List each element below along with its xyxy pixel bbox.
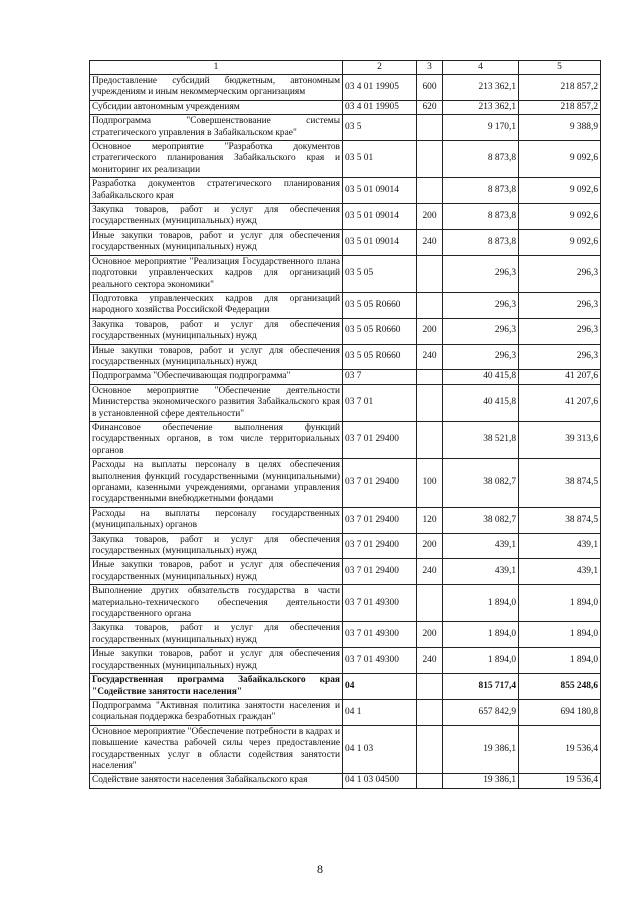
item-name-cell: Иные закупки товаров, работ и услуг для обеспечения государственных (муниципальных) нужд [90, 559, 343, 585]
amount-year-1-cell: 38 082,7 [443, 459, 519, 508]
expense-type-cell [417, 141, 443, 178]
item-name-cell: Закупка товаров, работ и услуг для обеспечения государственных (муниципальных) нужд [90, 204, 343, 230]
budget-code-cell: 03 5 01 [343, 141, 417, 178]
amount-year-2-cell: 9 092,6 [519, 141, 601, 178]
table-row [90, 292, 601, 318]
table-row [90, 459, 601, 508]
budget-code-cell: 03 5 01 09014 [343, 229, 417, 255]
expense-type-cell: 200 [417, 622, 443, 648]
amount-year-2-cell: 41 207,6 [519, 384, 601, 421]
budget-code-cell: 03 5 05 R0660 [343, 318, 417, 344]
amount-year-1-cell: 213 362,1 [443, 100, 519, 114]
budget-code-cell: 03 4 01 19905 [343, 100, 417, 114]
budget-code-cell: 03 7 01 49300 [343, 648, 417, 674]
expense-type-cell: 200 [417, 533, 443, 559]
expense-type-cell [417, 585, 443, 622]
expense-type-cell [417, 421, 443, 458]
budget-code-cell: 03 7 01 29400 [343, 533, 417, 559]
table-row [90, 75, 601, 101]
table-row [90, 255, 601, 292]
expense-type-cell [417, 255, 443, 292]
table-row [90, 178, 601, 204]
expense-type-cell: 200 [417, 318, 443, 344]
table-row [90, 204, 601, 230]
table-row [90, 699, 601, 725]
header-cell: 4 [443, 61, 519, 75]
item-name-cell: Подпрограмма "Обеспечивающая подпрограмма" [90, 370, 343, 384]
amount-year-2-cell: 1 894,0 [519, 622, 601, 648]
table-row [90, 774, 601, 788]
amount-year-1-cell: 815 717,4 [443, 674, 519, 700]
budget-code-cell: 04 [343, 674, 417, 700]
item-name-cell: Подпрограмма "Активная политика занятости населения и социальная поддержка безработных граждан" [90, 699, 343, 725]
amount-year-2-cell: 218 857,2 [519, 100, 601, 114]
amount-year-1-cell: 439,1 [443, 559, 519, 585]
expense-type-cell: 240 [417, 559, 443, 585]
expense-type-cell: 620 [417, 100, 443, 114]
amount-year-1-cell: 296,3 [443, 292, 519, 318]
expense-type-cell [417, 725, 443, 774]
amount-year-1-cell: 19 386,1 [443, 774, 519, 788]
budget-code-cell: 03 7 01 29400 [343, 507, 417, 533]
table-row [90, 585, 601, 622]
budget-code-cell: 03 7 01 29400 [343, 421, 417, 458]
amount-year-1-cell: 296,3 [443, 344, 519, 370]
amount-year-2-cell: 19 536,4 [519, 774, 601, 788]
item-name-cell: Расходы на выплаты персоналу государственных (муниципальных) органов [90, 507, 343, 533]
table-body [90, 75, 601, 789]
budget-code-cell: 04 1 03 04500 [343, 774, 417, 788]
item-name-cell: Государственная программа Забайкальского края "Содействие занятости населения" [90, 674, 343, 700]
amount-year-1-cell: 9 170,1 [443, 115, 519, 141]
item-name-cell: Разработка документов стратегического планирования Забайкальского края [90, 178, 343, 204]
expense-type-cell [417, 370, 443, 384]
amount-year-1-cell: 1 894,0 [443, 622, 519, 648]
budget-code-cell: 04 1 03 [343, 725, 417, 774]
item-name-cell: Иные закупки товаров, работ и услуг для обеспечения государственных (муниципальных) нужд [90, 648, 343, 674]
budget-table [89, 60, 601, 789]
amount-year-2-cell: 19 536,4 [519, 725, 601, 774]
amount-year-2-cell: 39 313,6 [519, 421, 601, 458]
amount-year-1-cell: 8 873,8 [443, 178, 519, 204]
amount-year-2-cell: 855 248,6 [519, 674, 601, 700]
amount-year-2-cell: 296,3 [519, 318, 601, 344]
item-name-cell: Иные закупки товаров, работ и услуг для обеспечения государственных (муниципальных) нужд [90, 344, 343, 370]
expense-type-cell [417, 699, 443, 725]
amount-year-2-cell: 296,3 [519, 344, 601, 370]
amount-year-1-cell: 1 894,0 [443, 648, 519, 674]
header-cell: 2 [343, 61, 417, 75]
amount-year-1-cell: 38 521,8 [443, 421, 519, 458]
budget-code-cell: 03 7 01 [343, 384, 417, 421]
amount-year-1-cell: 8 873,8 [443, 229, 519, 255]
item-name-cell: Закупка товаров, работ и услуг для обеспечения государственных (муниципальных) нужд [90, 622, 343, 648]
expense-type-cell: 240 [417, 344, 443, 370]
header-row [90, 61, 601, 75]
amount-year-1-cell: 40 415,8 [443, 384, 519, 421]
budget-code-cell: 03 5 05 R0660 [343, 292, 417, 318]
table-row [90, 370, 601, 384]
table-row [90, 674, 601, 700]
budget-code-cell: 03 5 [343, 115, 417, 141]
amount-year-2-cell: 9 092,6 [519, 229, 601, 255]
table-row [90, 507, 601, 533]
item-name-cell: Предоставление субсидий бюджетным, автономным учреждениям и иным некоммерческим организациям [90, 75, 343, 101]
table-row [90, 229, 601, 255]
amount-year-2-cell: 439,1 [519, 559, 601, 585]
amount-year-1-cell: 657 842,9 [443, 699, 519, 725]
item-name-cell: Основное мероприятие "Разработка документов стратегического планирования Забайкальского края и мониторинг их реализации [90, 141, 343, 178]
table-row [90, 115, 601, 141]
item-name-cell: Финансовое обеспечение выполнения функций государственных органов, в том числе территориальных органов [90, 421, 343, 458]
table-row [90, 559, 601, 585]
expense-type-cell [417, 774, 443, 788]
expense-type-cell [417, 292, 443, 318]
budget-code-cell: 03 5 05 R0660 [343, 344, 417, 370]
expense-type-cell [417, 178, 443, 204]
table-row [90, 421, 601, 458]
budget-code-cell: 03 7 01 49300 [343, 622, 417, 648]
amount-year-2-cell: 694 180,8 [519, 699, 601, 725]
table-row [90, 725, 601, 774]
header-cell: 3 [417, 61, 443, 75]
expense-type-cell [417, 384, 443, 421]
header-cell: 1 [90, 61, 343, 75]
table-row [90, 141, 601, 178]
table-row [90, 384, 601, 421]
item-name-cell: Закупка товаров, работ и услуг для обеспечения государственных (муниципальных) нужд [90, 533, 343, 559]
amount-year-2-cell: 1 894,0 [519, 585, 601, 622]
item-name-cell: Основное мероприятие "Реализация Государственного плана подготовки управленческих кадров для организаций реального сектора экономики" [90, 255, 343, 292]
amount-year-2-cell: 439,1 [519, 533, 601, 559]
expense-type-cell [417, 115, 443, 141]
amount-year-1-cell: 439,1 [443, 533, 519, 559]
amount-year-1-cell: 296,3 [443, 255, 519, 292]
item-name-cell: Закупка товаров, работ и услуг для обеспечения государственных (муниципальных) нужд [90, 318, 343, 344]
header-cell: 5 [519, 61, 601, 75]
budget-code-cell: 04 1 [343, 699, 417, 725]
budget-code-cell: 03 7 01 49300 [343, 585, 417, 622]
expense-type-cell: 120 [417, 507, 443, 533]
amount-year-1-cell: 1 894,0 [443, 585, 519, 622]
amount-year-1-cell: 213 362,1 [443, 75, 519, 101]
expense-type-cell: 240 [417, 648, 443, 674]
amount-year-2-cell: 38 874,5 [519, 459, 601, 508]
amount-year-1-cell: 8 873,8 [443, 204, 519, 230]
item-name-cell: Основное мероприятие "Обеспечение потребности в кадрах и повышение качества рабочей силы через предоставление государственных услуг в области содействия занятости населения" [90, 725, 343, 774]
amount-year-2-cell: 218 857,2 [519, 75, 601, 101]
amount-year-2-cell: 38 874,5 [519, 507, 601, 533]
amount-year-2-cell: 9 092,6 [519, 204, 601, 230]
amount-year-2-cell: 1 894,0 [519, 648, 601, 674]
amount-year-2-cell: 9 388,9 [519, 115, 601, 141]
amount-year-2-cell: 9 092,6 [519, 178, 601, 204]
item-name-cell: Подпрограмма "Совершенствование системы стратегического управления в Забайкальском крае" [90, 115, 343, 141]
table-row [90, 344, 601, 370]
budget-code-cell: 03 7 01 29400 [343, 459, 417, 508]
expense-type-cell: 600 [417, 75, 443, 101]
budget-code-cell: 03 5 01 09014 [343, 178, 417, 204]
item-name-cell: Подготовка управленческих кадров для организаций народного хозяйства Российской Федерации [90, 292, 343, 318]
item-name-cell: Субсидии автономным учреждениям [90, 100, 343, 114]
table-row [90, 533, 601, 559]
amount-year-1-cell: 40 415,8 [443, 370, 519, 384]
table-row [90, 622, 601, 648]
item-name-cell: Содействие занятости населения Забайкальского края [90, 774, 343, 788]
budget-code-cell: 03 5 05 [343, 255, 417, 292]
expense-type-cell: 200 [417, 204, 443, 230]
budget-code-cell: 03 5 01 09014 [343, 204, 417, 230]
amount-year-2-cell: 296,3 [519, 292, 601, 318]
amount-year-2-cell: 296,3 [519, 255, 601, 292]
amount-year-1-cell: 38 082,7 [443, 507, 519, 533]
item-name-cell: Расходы на выплаты персоналу в целях обеспечения выполнения функций государственными (муниципальными) органами, казенными учреждениями, органами управления государственными внебюджетными фондами [90, 459, 343, 508]
expense-type-cell [417, 674, 443, 700]
table-row [90, 318, 601, 344]
amount-year-1-cell: 296,3 [443, 318, 519, 344]
amount-year-2-cell: 41 207,6 [519, 370, 601, 384]
table-row [90, 100, 601, 114]
budget-code-cell: 03 7 [343, 370, 417, 384]
item-name-cell: Основное мероприятие "Обеспечение деятельности Министерства экономического развития Забайкальского края в установленной сфере деятельности" [90, 384, 343, 421]
page-number: 8 [317, 862, 323, 876]
expense-type-cell: 100 [417, 459, 443, 508]
amount-year-1-cell: 19 386,1 [443, 725, 519, 774]
table-row [90, 648, 601, 674]
budget-code-cell: 03 7 01 29400 [343, 559, 417, 585]
expense-type-cell: 240 [417, 229, 443, 255]
budget-code-cell: 03 4 01 19905 [343, 75, 417, 101]
item-name-cell: Выполнение других обязательств государства в части материально-технического обеспечения деятельности государственного органа [90, 585, 343, 622]
item-name-cell: Иные закупки товаров, работ и услуг для обеспечения государственных (муниципальных) нужд [90, 229, 343, 255]
amount-year-1-cell: 8 873,8 [443, 141, 519, 178]
